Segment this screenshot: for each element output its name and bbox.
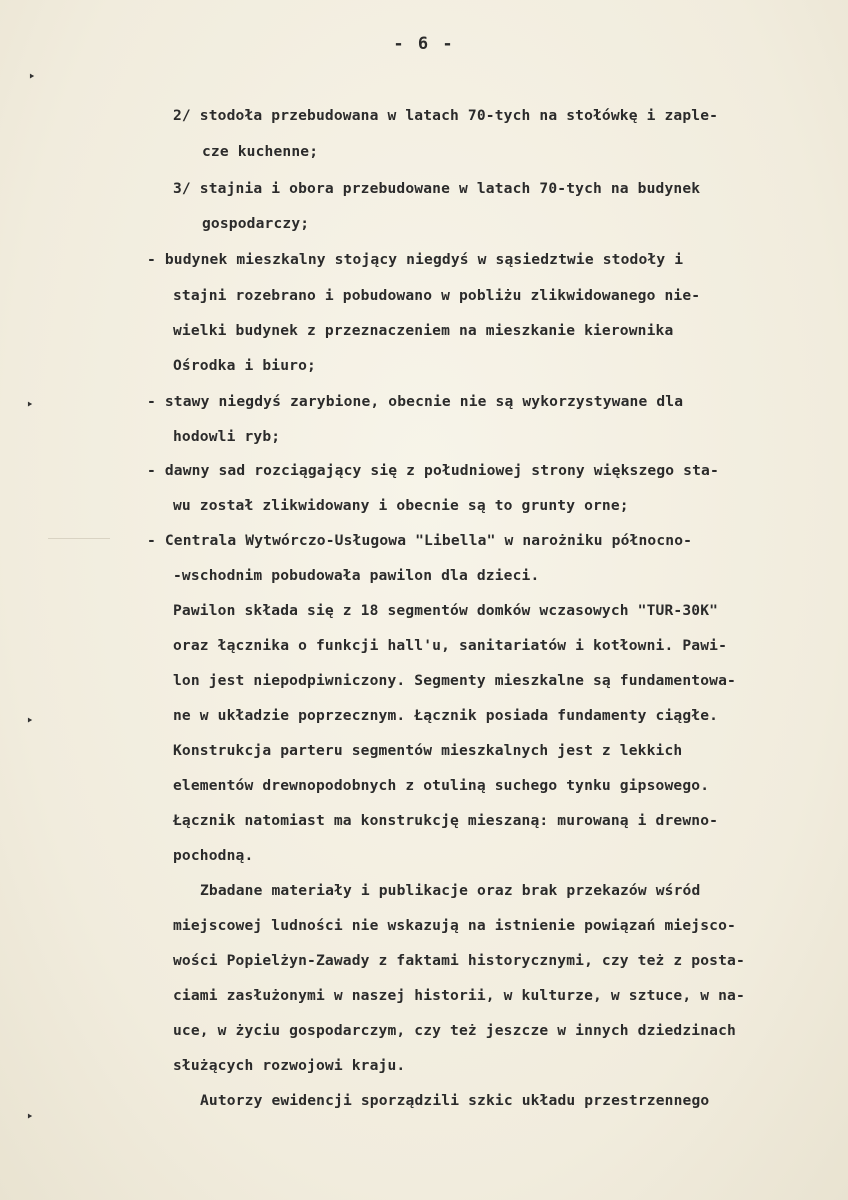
margin-mark: ‣ (26, 398, 34, 413)
text-line: uce, w życiu gospodarczym, czy też jeszcze w innych dziedzinach (173, 1022, 736, 1039)
text-line: wielki budynek z przeznaczeniem na mieszkanie kierownika (173, 322, 674, 339)
margin-mark: ‣ (26, 714, 34, 729)
margin-mark: ‣ (26, 1110, 34, 1125)
text-line: gospodarczy; (202, 215, 310, 232)
text-line: Zbadane materiały i publikacje oraz brak przekazów wśród (200, 882, 701, 899)
text-line: wości Popielżyn-Zawady z faktami historycznymi, czy też z posta- (173, 952, 745, 969)
text-line: Pawilon składa się z 18 segmentów domków wczasowych "TUR-30K" (173, 602, 719, 619)
text-line: Ośrodka i biuro; (173, 357, 316, 374)
text-line: pochodną. (173, 847, 254, 864)
margin-mark: ‣ (28, 70, 36, 85)
text-line: 2/ stodoła przebudowana w latach 70-tych na stołówkę i zaple- (173, 107, 719, 124)
text-line: wu został zlikwidowany i obecnie są to grunty orne; (173, 497, 629, 514)
text-line: Autorzy ewidencji sporządzili szkic układu przestrzennego (200, 1092, 710, 1109)
text-line: stajni rozebrano i pobudowano w pobliżu zlikwidowanego nie- (173, 287, 701, 304)
text-line: Łącznik natomiast ma konstrukcję mieszaną: murowaną i drewno- (173, 812, 719, 829)
text-line: hodowli ryb; (173, 428, 281, 445)
page-number: - 6 - (393, 34, 455, 54)
text-line: - budynek mieszkalny stojący niegdyś w sąsiedztwie stodoły i (147, 251, 684, 268)
text-line: ciami zasłużonymi w naszej historii, w kulturze, w sztuce, w na- (173, 987, 745, 1004)
text-line: - Centrala Wytwórczo-Usługowa "Libella" w narożniku północno- (147, 532, 693, 549)
text-line: -wschodnim pobudowała pawilon dla dzieci. (173, 567, 540, 584)
text-line: lon jest niepodpiwniczony. Segmenty mieszkalne są fundamentowa- (173, 672, 736, 689)
text-line: Konstrukcja parteru segmentów mieszkalnych jest z lekkich (173, 742, 683, 759)
margin-rule (48, 538, 110, 539)
text-line: ne w układzie poprzecznym. Łącznik posiada fundamenty ciągłe. (173, 707, 719, 724)
text-line: cze kuchenne; (202, 143, 319, 160)
text-line: 3/ stajnia i obora przebudowane w latach 70-tych na budynek (173, 180, 701, 197)
text-line: służących rozwojowi kraju. (173, 1057, 406, 1074)
text-line: - dawny sad rozciągający się z południowej strony większego sta- (147, 462, 719, 479)
text-line: - stawy niegdyś zarybione, obecnie nie są wykorzystywane dla (147, 393, 684, 410)
text-line: elementów drewnopodobnych z otuliną suchego tynku gipsowego. (173, 777, 710, 794)
text-line: miejscowej ludności nie wskazują na istnienie powiązań miejsco- (173, 917, 736, 934)
text-line: oraz łącznika o funkcji hall'u, sanitariatów i kotłowni. Pawi- (173, 637, 728, 654)
